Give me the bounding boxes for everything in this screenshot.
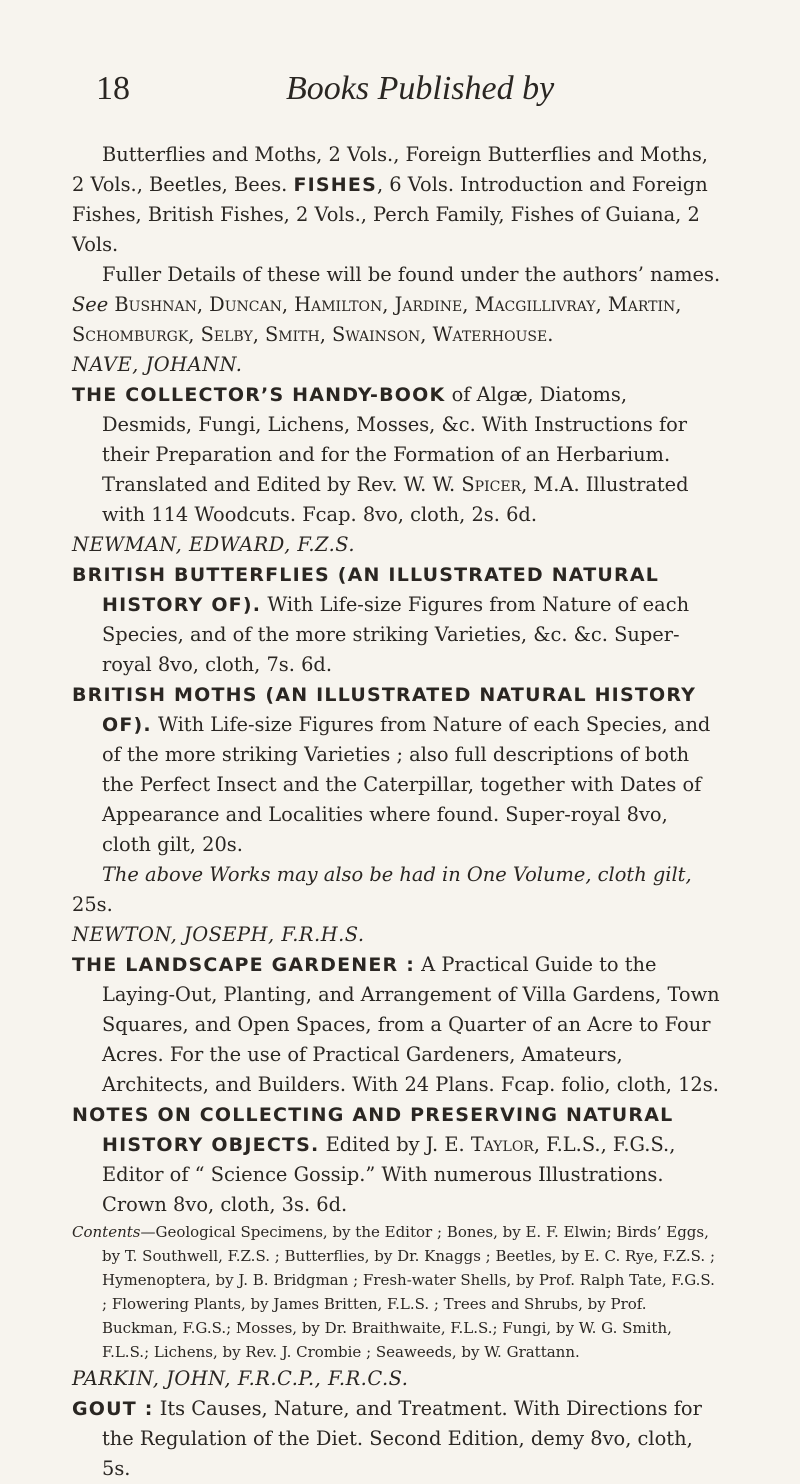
contents-note: Contents—Geological Specimens, by the Editor ; Bones, by E. F. Elwin; Birds’ Eggs, by T. Southwell, F.Z.S. ; Butterflies, by Dr. Knaggs ; Beetles, by E. C. Rye, F.Z.S. ; Hymenoptera, by J. B. Bridgman ; Fresh-water Shells, by Prof. Ralph Tate, F.G.S. ; Flowering Plants, by James Britten, F.L.S. ; Trees and Shrubs, by Prof. Buckman, F.G.S.; Mosses, by Dr. Braithwaite, F.L.S.; Fungi, by W. G. Smith, F.L.S.; Lichens, by Rev. J. Crombie ; Seaweeds, by W. Grattann. xyxy=(72,1223,716,1361)
catalogue-body xyxy=(72,140,722,1484)
author-heading: NEWTON, JOSEPH, F.R.H.S. xyxy=(72,923,365,946)
page-header xyxy=(96,70,716,120)
book-entry: BRITISH BUTTERFLIES (AN ILLUSTRATED NATURAL HISTORY OF). With Life-size Figures from Nature of each Species, and of the more striking Varieties, &c. &c. Super-royal 8vo, cloth, 7s. 6d. xyxy=(72,564,690,676)
book-entry: THE COLLECTOR’S HANDY-BOOK of Algæ, Diatoms, Desmids, Fungi, Lichens, Mosses, &c. With Instructions for their Preparation and for the Formation of an Herbarium. Translated and Edited by Rev. W. W. Spicer, M.A. Illustrated with 114 Woodcuts. Fcap. 8vo, cloth, 2s. 6d. xyxy=(72,383,689,526)
page-number: 18 xyxy=(96,70,130,107)
author-heading: PARKIN, JOHN, F.R.C.P., F.R.C.S. xyxy=(72,1367,409,1390)
book-entry: THE LANDSCAPE GARDENER : A Practical Guide to the Laying-Out, Planting, and Arrangement of Villa Gardens, Town Squares, and Open Spaces, from a Quarter of an Acre to Four Acres. For the use of Practical Gardeners, Amateurs, Architects, and Builders. With 24 Plans. Fcap. folio, cloth, 12s. xyxy=(72,953,720,1096)
running-title: Books Published by xyxy=(286,70,555,107)
continued-entry: Butterflies and Moths, 2 Vols., Foreign Butterflies and Moths, 2 Vols., Beetles, Bees. FISHES, 6 Vols. Introduction and Foreign Fishes, British Fishes, 2 Vols., Perch Family, Fishes of Guiana, 2 Vols. xyxy=(72,143,708,256)
author-heading: NEWMAN, EDWARD, F.Z.S. xyxy=(72,533,356,556)
fuller-details-note: Fuller Details of these will be found under the authors’ names. See Bushnan, Duncan, Hamilton, Jardine, Macgillivray, Martin, Schomburgk, Selby, Smith, Swainson, Waterhouse. xyxy=(72,263,721,346)
book-entry: NOTES ON COLLECTING AND PRESERVING NATURAL HISTORY OBJECTS. Edited by J. E. Taylor, F.L.S., F.G.S., Editor of “ Science Gossip.” With numerous Illustrations. Crown 8vo, cloth, 3s. 6d. xyxy=(72,1104,676,1216)
book-entry: GOUT : Its Causes, Nature, and Treatment. With Directions for the Regulation of the Diet. Second Edition, demy 8vo, cloth, 5s. xyxy=(72,1397,702,1480)
author-heading: NAVE, JOHANN. xyxy=(72,353,243,376)
edition-note: The above Works may also be had in One Volume, cloth gilt, 25s. xyxy=(72,863,692,916)
book-entry: BRITISH MOTHS (AN ILLUSTRATED NATURAL HISTORY OF). With Life-size Figures from Nature of each Species, and of the more striking Varieties ; also full descriptions of both the Perfect Insect and the Caterpillar, together with Dates of Appearance and Localities where found. Super-royal 8vo, cloth gilt, 20s. xyxy=(72,684,711,856)
